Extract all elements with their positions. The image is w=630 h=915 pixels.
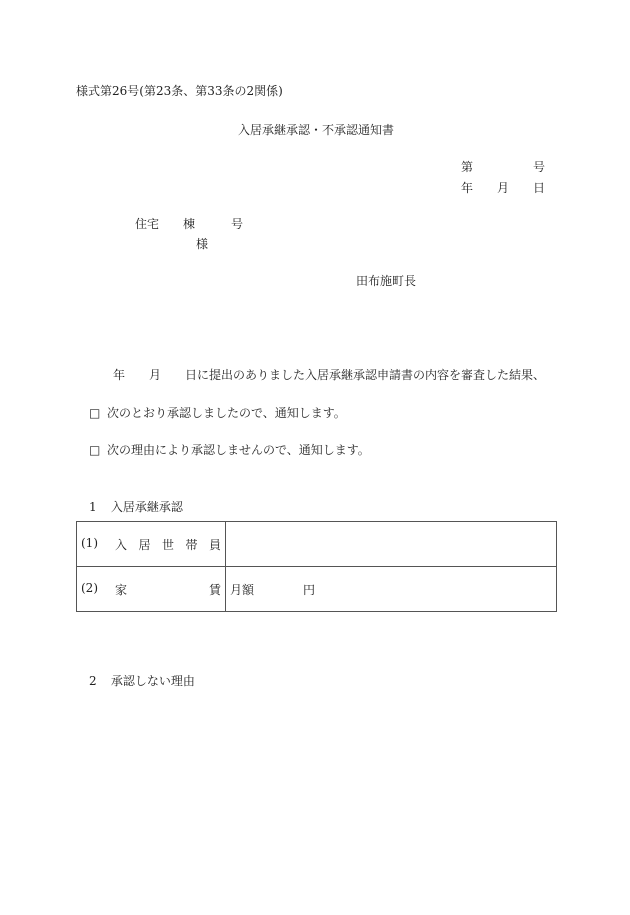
issue-date	[461, 181, 545, 195]
rent-label: (2) 家 賃	[77, 567, 226, 612]
section-1-number: 1	[89, 500, 97, 514]
issue-number-prefix: 第	[461, 160, 474, 174]
option-approved-label: 次のとおり承認しましたので、通知します。	[107, 406, 346, 420]
body-sentence: 日に提出のありました入居承継承認申請書の内容を審査した結果、	[185, 368, 546, 382]
rent-currency: 円	[303, 582, 316, 597]
row-index: (2)	[81, 580, 98, 595]
rent-monthly-label: 月額	[230, 582, 255, 597]
issue-date-day: 日	[532, 181, 545, 195]
household-members-value[interactable]	[226, 522, 557, 567]
section-2-heading	[89, 674, 195, 688]
issuer-name: 田布施町長	[356, 274, 417, 288]
checkbox-icon[interactable]: □	[89, 443, 101, 457]
section-2-title: 承認しない理由	[110, 674, 195, 688]
option-not-approved-label: 次の理由により承認しませんので、通知します。	[107, 443, 370, 457]
issue-number-suffix: 号	[532, 160, 545, 174]
household-members-label: (1) 入 居 世 帯 員	[77, 522, 226, 567]
address-house: 住宅	[135, 217, 160, 231]
section-1-heading	[89, 500, 183, 514]
address-number: 号	[231, 217, 244, 231]
row-index: (1)	[81, 535, 98, 550]
address-building: 棟	[183, 217, 196, 231]
checkbox-icon[interactable]: □	[89, 406, 101, 420]
issue-number	[461, 160, 545, 174]
rent-value[interactable]	[226, 567, 557, 612]
option-approved[interactable]	[89, 406, 346, 420]
document-title: 入居承継承認・不承認通知書	[238, 123, 395, 137]
body-text	[113, 368, 545, 382]
issue-date-month: 月	[496, 181, 509, 195]
table-row	[77, 522, 557, 567]
body-year: 年	[113, 368, 126, 382]
form-number: 様式第26号(第23条、第33条の2関係)	[76, 84, 283, 98]
recipient-address	[135, 217, 243, 231]
succession-table	[76, 521, 557, 612]
section-2-number: 2	[89, 674, 97, 688]
issue-date-year: 年	[461, 181, 474, 195]
table-row	[77, 567, 557, 612]
option-not-approved[interactable]	[89, 443, 370, 457]
body-month: 月	[149, 368, 162, 382]
section-1-title: 入居承継承認	[110, 500, 183, 514]
recipient-honorific: 様	[196, 237, 209, 251]
